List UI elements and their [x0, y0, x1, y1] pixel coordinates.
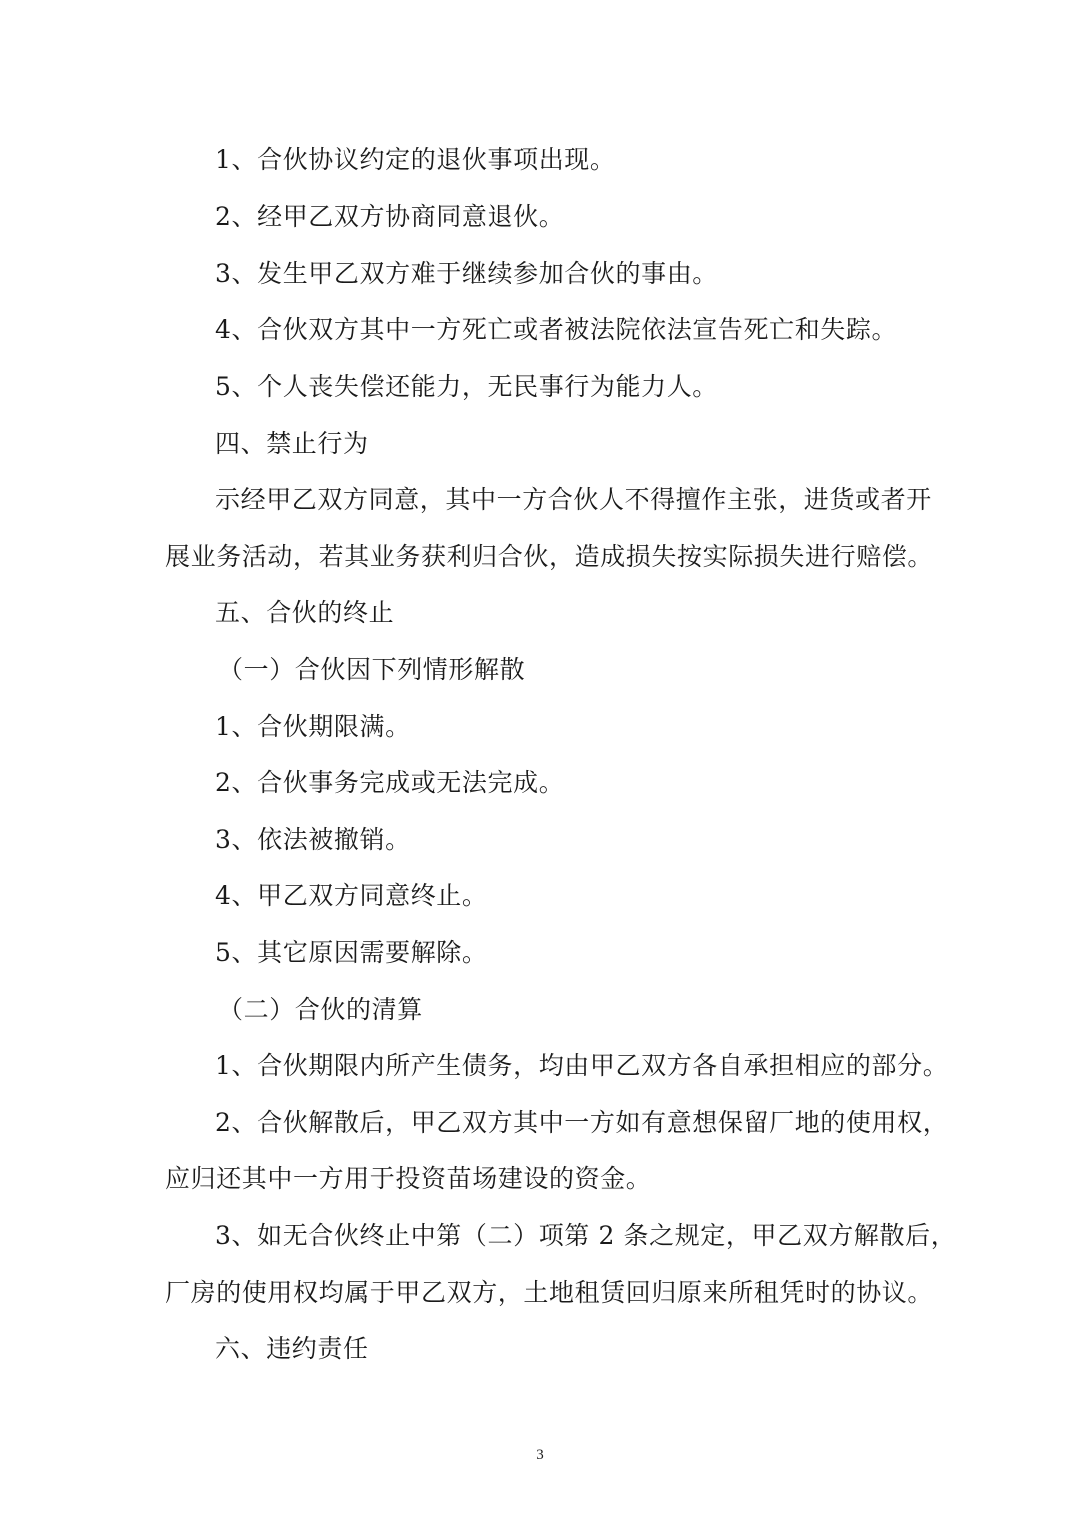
dissolution-item-3: 3、依法被撤销。 [215, 825, 411, 854]
dissolution-item-5: 5、其它原因需要解除。 [215, 938, 488, 967]
subheading-liquidation: （二）合伙的清算 [218, 995, 423, 1024]
liquidation-item-1: 1、合伙期限内所产生债务，均由甲乙双方各自承担相应的部分。 [215, 1051, 949, 1080]
section-heading-termination: 五、合伙的终止 [215, 598, 395, 627]
subheading-dissolution: （一）合伙因下列情形解散 [218, 655, 526, 684]
paragraph-prohibited-acts-line-1: 示经甲乙双方同意，其中一方合伙人不得擅作主张，进货或者开 [215, 485, 932, 514]
withdrawal-condition-2: 2、经甲乙双方协商同意退伙。 [215, 202, 565, 231]
paragraph-prohibited-acts-line-2: 展业务活动，若其业务获利归合伙，造成损失按实际损失进行赔偿。 [165, 542, 934, 571]
liquidation-item-2-line-1: 2、合伙解散后，甲乙双方其中一方如有意想保留厂地的使用权， [215, 1108, 949, 1137]
dissolution-item-4: 4、甲乙双方同意终止。 [215, 881, 488, 910]
withdrawal-condition-3: 3、发生甲乙双方难于继续参加合伙的事由。 [215, 259, 718, 288]
withdrawal-condition-4: 4、合伙双方其中一方死亡或者被法院依法宣告死亡和失踪。 [215, 315, 898, 344]
section-heading-breach-liability: 六、违约责任 [215, 1334, 369, 1363]
dissolution-item-2: 2、合伙事务完成或无法完成。 [215, 768, 565, 797]
dissolution-item-1: 1、合伙期限满。 [215, 712, 411, 741]
liquidation-item-3-line-2: 厂房的使用权均属于甲乙双方，土地租赁回归原来所租凭时的协议。 [165, 1278, 934, 1307]
withdrawal-condition-5: 5、个人丧失偿还能力，无民事行为能力人。 [215, 372, 718, 401]
liquidation-item-3-line-1: 3、如无合伙终止中第（二）项第 2 条之规定，甲乙双方解散后， [215, 1221, 957, 1250]
page-number: 3 [536, 1447, 544, 1463]
withdrawal-condition-1: 1、合伙协议约定的退伙事项出现。 [215, 145, 616, 174]
section-heading-prohibited-acts: 四、禁止行为 [215, 429, 369, 458]
liquidation-item-2-line-2: 应归还其中一方用于投资苗场建设的资金。 [165, 1164, 652, 1193]
